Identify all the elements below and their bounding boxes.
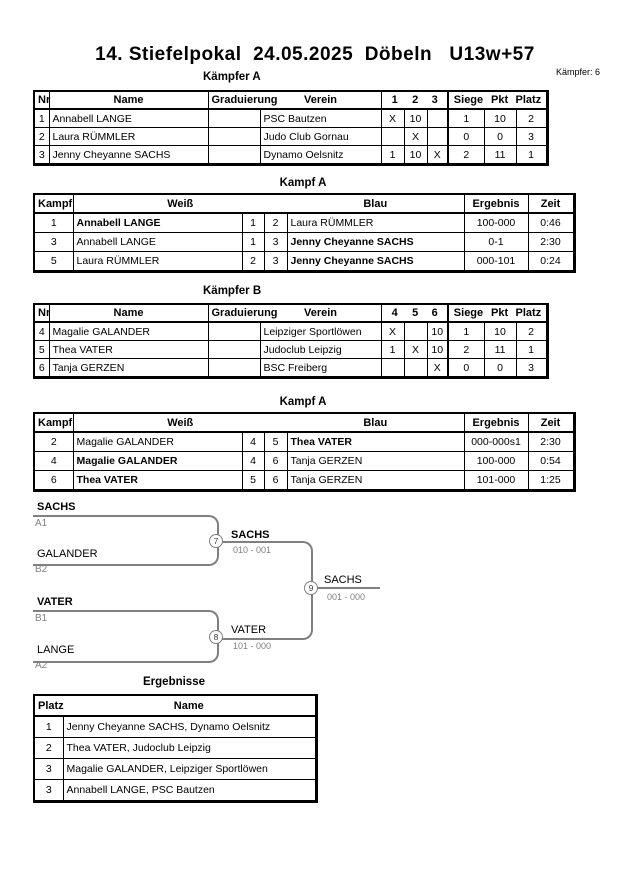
pool-a-header-row (34, 91, 547, 109)
col-header-2: 2 (412, 94, 419, 106)
cell-round2: 10 (404, 146, 427, 165)
result-row (34, 759, 316, 780)
cell-platz: 3 (516, 359, 547, 378)
col-header-nr: Nr (34, 91, 49, 109)
cell-kampf: 2 (34, 432, 73, 452)
cell-platz: 3 (34, 759, 63, 780)
col-header-platz: Platz (34, 695, 63, 716)
col-header-kampf: Kampf (34, 194, 73, 213)
col-header-nr: Nr (34, 304, 49, 322)
col-header-5: 5 (412, 307, 419, 319)
match-circle-9: 9 (304, 581, 318, 595)
pool-b-header-row (34, 304, 547, 322)
cell-ergebnis: 000-000s1 (464, 432, 528, 452)
matches-a-header-row (34, 194, 574, 213)
cell-verein: BSC Freiberg (260, 359, 381, 378)
cell-nr-weiss: 4 (242, 452, 264, 471)
cell-graduierung (208, 341, 260, 359)
pool-a-row (34, 146, 547, 165)
cell-siege: 1 (448, 322, 484, 341)
cell-round3: X (427, 359, 448, 378)
cell-platz: 1 (516, 341, 547, 359)
cell-ergebnis: 100-000 (464, 452, 528, 471)
col-header-name: Name (49, 304, 208, 322)
cell-round3: 10 (427, 341, 448, 359)
cell-platz: 2 (516, 322, 547, 341)
col-header-siege: Siege (453, 94, 484, 106)
cell-round3 (427, 109, 448, 128)
match-row (34, 233, 574, 252)
cell-siege: 1 (448, 109, 484, 128)
result-row (34, 780, 316, 802)
cell-nr-weiss: 1 (242, 213, 264, 233)
cell-graduierung (208, 322, 260, 341)
cell-nr-blau: 3 (264, 252, 287, 272)
cell-round1: 1 (381, 341, 404, 359)
match-row (34, 471, 574, 491)
results-table (33, 694, 318, 803)
pool-a-row (34, 128, 547, 146)
cell-round1: 1 (381, 146, 404, 165)
cell-round2: X (404, 128, 427, 146)
cell-verein: Judo Club Gornau (260, 128, 381, 146)
cell-blau: Jenny Cheyanne SACHS (287, 233, 464, 252)
col-header-graduierung-verein (208, 91, 381, 109)
pool-a-title: Kämpfer A (203, 71, 261, 83)
cell-kampf: 6 (34, 471, 73, 491)
cell-verein: PSC Bautzen (260, 109, 381, 128)
cell-pkt: 0 (484, 128, 516, 146)
result-row (34, 738, 316, 759)
cell-kampf: 1 (34, 213, 73, 233)
col-header-verein: Verein (303, 94, 338, 106)
cell-nr-blau: 3 (264, 233, 287, 252)
bracket-winner-line (310, 587, 380, 589)
bracket-slot-name: GALANDER (37, 548, 98, 560)
col-header-graduierung-verein (208, 304, 381, 322)
cell-pkt: 11 (484, 146, 516, 165)
cell-graduierung (208, 128, 260, 146)
cell-nr-blau: 2 (264, 213, 287, 233)
cell-graduierung (208, 146, 260, 165)
col-header-zeit: Zeit (528, 194, 574, 213)
matches-b-header-row (34, 413, 574, 432)
cell-nr-blau: 5 (264, 432, 287, 452)
cell-nr: 5 (34, 341, 49, 359)
cell-weiss: Magalie GALANDER (73, 452, 242, 471)
col-header-ergebnis: Ergebnis (464, 194, 528, 213)
cell-nr: 3 (34, 146, 49, 165)
pool-b-title: Kämpfer B (203, 285, 262, 297)
bracket-seed-ref: A2 (35, 660, 48, 671)
cell-round2: 10 (404, 109, 427, 128)
cell-siege: 0 (448, 128, 484, 146)
cell-ergebnis: 000-101 (464, 252, 528, 272)
cell-zeit: 2:30 (528, 432, 574, 452)
cell-siege: 2 (448, 341, 484, 359)
cell-nr-weiss: 5 (242, 471, 264, 491)
cell-blau: Tanja GERZEN (287, 471, 464, 491)
col-header-kampf: Kampf (34, 413, 73, 432)
col-header-3: 3 (431, 94, 438, 106)
result-row (34, 716, 316, 738)
cell-round3 (427, 128, 448, 146)
cell-platz: 2 (34, 738, 63, 759)
cell-pkt: 10 (484, 109, 516, 128)
bracket-score: 010 - 001 (233, 545, 272, 555)
cell-name: Annabell LANGE (49, 109, 208, 128)
cell-zeit: 1:25 (528, 471, 574, 491)
col-header-siege: Siege (453, 307, 484, 319)
cell-nr-weiss: 4 (242, 432, 264, 452)
cell-nr-blau: 6 (264, 471, 287, 491)
cell-weiss: Annabell LANGE (73, 233, 242, 252)
col-header-platz: Platz (515, 94, 542, 106)
cell-nr-blau: 6 (264, 452, 287, 471)
cell-kampf: 3 (34, 233, 73, 252)
col-header-blau: Blau (287, 413, 464, 432)
cell-pkt: 11 (484, 341, 516, 359)
cell-round3: X (427, 146, 448, 165)
cell-graduierung (208, 359, 260, 378)
cell-blau: Thea VATER (287, 432, 464, 452)
match-row (34, 452, 574, 471)
matches-b-table (33, 412, 576, 492)
match-row (34, 213, 574, 233)
cell-name: Tanja GERZEN (49, 359, 208, 378)
cell-name: Jenny Cheyanne SACHS, Dynamo Oelsnitz (63, 716, 316, 738)
bracket-seed-ref: B2 (35, 564, 48, 575)
cell-zeit: 0:24 (528, 252, 574, 272)
pool-b-row (34, 341, 547, 359)
col-header-weiss: Weiß (73, 413, 287, 432)
col-header-name: Name (63, 695, 316, 716)
cell-name: Magalie GALANDER, Leipziger Sportlöwen (63, 759, 316, 780)
cell-platz: 1 (34, 716, 63, 738)
cell-platz: 3 (34, 780, 63, 802)
bracket-slot-name: VATER (37, 596, 73, 608)
cell-verein: Judoclub Leipzig (260, 341, 381, 359)
cell-platz: 3 (516, 128, 547, 146)
cell-verein: Leipziger Sportlöwen (260, 322, 381, 341)
bracket-score: 001 - 000 (327, 592, 366, 602)
cell-blau: Laura RÜMMLER (287, 213, 464, 233)
col-header-rounds (381, 304, 448, 322)
cell-kampf: 4 (34, 452, 73, 471)
cell-weiss: Laura RÜMMLER (73, 252, 242, 272)
cell-pkt: 0 (484, 359, 516, 378)
pool-a-table (33, 90, 549, 166)
col-header-name: Name (49, 91, 208, 109)
bracket-winner-name: SACHS (231, 529, 270, 541)
cell-weiss: Thea VATER (73, 471, 242, 491)
cell-verein: Dynamo Oelsnitz (260, 146, 381, 165)
col-header-pkt: Pkt (491, 307, 509, 319)
cell-weiss: Annabell LANGE (73, 213, 242, 233)
col-header-blau: Blau (287, 194, 464, 213)
match-circle-8: 8 (209, 630, 223, 644)
matches-a-table (33, 193, 576, 273)
match-row (34, 252, 574, 272)
cell-zeit: 0:54 (528, 452, 574, 471)
bracket-champion-name: SACHS (324, 574, 362, 586)
cell-name: Jenny Cheyanne SACHS (49, 146, 208, 165)
col-header-platz: Platz (515, 307, 542, 319)
results-title: Ergebnisse (143, 676, 205, 688)
cell-name: Thea VATER, Judoclub Leipzig (63, 738, 316, 759)
match-row (34, 432, 574, 452)
cell-round1 (381, 128, 404, 146)
fighter-count: Kämpfer: 6 (555, 67, 600, 77)
match-circle-7: 7 (209, 534, 223, 548)
cell-nr-weiss: 2 (242, 252, 264, 272)
pool-b-row (34, 322, 547, 341)
pool-a-row (34, 109, 547, 128)
bracket-winner-name: VATER (231, 624, 267, 636)
col-header-graduierung: Graduierung (211, 94, 278, 106)
cell-name: Annabell LANGE, PSC Bautzen (63, 780, 316, 802)
cell-weiss: Magalie GALANDER (73, 432, 242, 452)
pool-b-row (34, 359, 547, 378)
pool-b-table (33, 303, 549, 379)
col-header-6: 6 (431, 307, 438, 319)
cell-nr: 6 (34, 359, 49, 378)
col-header-4: 4 (391, 307, 398, 319)
col-header-standings (448, 304, 547, 322)
cell-blau: Jenny Cheyanne SACHS (287, 252, 464, 272)
page-title: 14. Stiefelpokal 24.05.2025 Döbeln U13w+57 (95, 44, 535, 65)
cell-nr-weiss: 1 (242, 233, 264, 252)
cell-nr: 2 (34, 128, 49, 146)
col-header-standings (448, 91, 547, 109)
col-header-1: 1 (391, 94, 398, 106)
cell-round2 (404, 322, 427, 341)
results-header-row (34, 695, 316, 716)
cell-graduierung (208, 109, 260, 128)
bracket-seed-ref: A1 (35, 518, 48, 529)
matches-a-title: Kampf A (279, 177, 327, 189)
cell-siege: 2 (448, 146, 484, 165)
col-header-verein: Verein (303, 307, 338, 319)
cell-round2: X (404, 341, 427, 359)
cell-siege: 0 (448, 359, 484, 378)
bracket-seed-ref: B1 (35, 613, 48, 624)
cell-round2 (404, 359, 427, 378)
cell-ergebnis: 100-000 (464, 213, 528, 233)
bracket-score: 101 - 000 (233, 641, 272, 651)
cell-zeit: 0:46 (528, 213, 574, 233)
cell-round1: X (381, 322, 404, 341)
cell-round1: X (381, 109, 404, 128)
cell-kampf: 5 (34, 252, 73, 272)
cell-blau: Tanja GERZEN (287, 452, 464, 471)
cell-round1 (381, 359, 404, 378)
col-header-ergebnis: Ergebnis (464, 413, 528, 432)
col-header-graduierung: Graduierung (211, 307, 278, 319)
cell-nr: 4 (34, 322, 49, 341)
cell-ergebnis: 0-1 (464, 233, 528, 252)
bracket-slot-name: SACHS (37, 501, 76, 513)
cell-name: Thea VATER (49, 341, 208, 359)
col-header-zeit: Zeit (528, 413, 574, 432)
col-header-rounds (381, 91, 448, 109)
cell-name: Laura RÜMMLER (49, 128, 208, 146)
cell-platz: 2 (516, 109, 547, 128)
cell-nr: 1 (34, 109, 49, 128)
matches-b-title: Kampf A (279, 396, 327, 408)
cell-ergebnis: 101-000 (464, 471, 528, 491)
cell-platz: 1 (516, 146, 547, 165)
col-header-weiss: Weiß (73, 194, 287, 213)
cell-zeit: 2:30 (528, 233, 574, 252)
col-header-pkt: Pkt (491, 94, 509, 106)
cell-round3: 10 (427, 322, 448, 341)
cell-name: Magalie GALANDER (49, 322, 208, 341)
bracket-slot-name: LANGE (37, 644, 75, 656)
cell-pkt: 10 (484, 322, 516, 341)
